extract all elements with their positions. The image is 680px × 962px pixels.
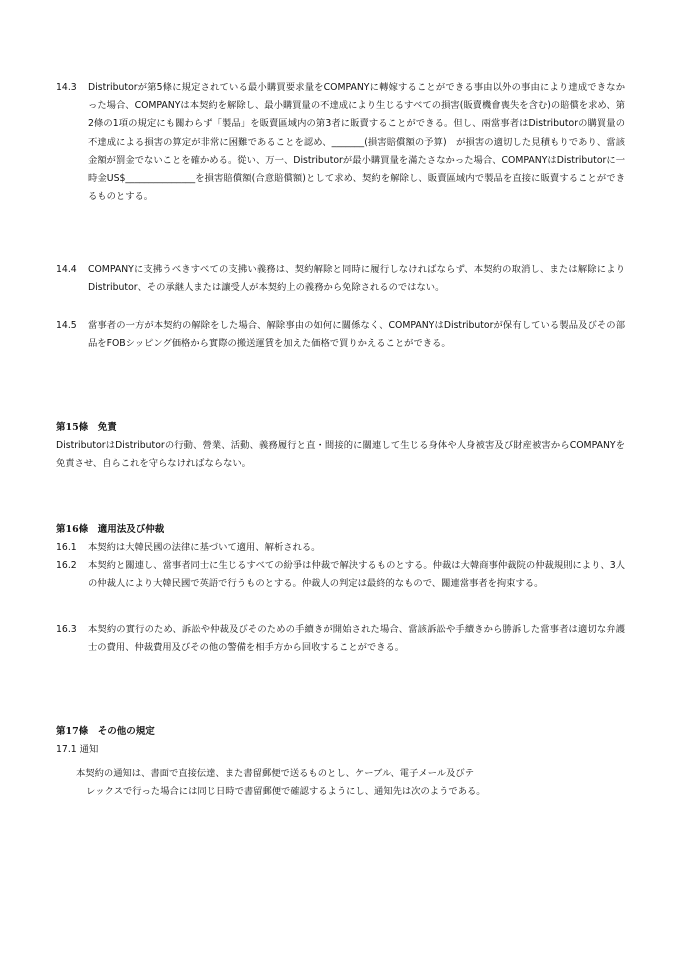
clause-number: 14.3 <box>56 82 77 93</box>
clause-text: 當事者の一方が本契約の解除をした場合、解除事由の如何に關係なく、COMPANYはDistributorが保有している製品及びその部品をFOBシッピング価格から實際の搬送運賃を加えた価格で買りかえることができる。 <box>88 320 625 350</box>
article-16-heading: 第16條 適用法及び仲裁 <box>56 524 165 535</box>
clause-17-1-line2: レックスで行った場合には同じ日時で書留郵便で確認するようにし、通知先は次のようである。 <box>86 786 486 798</box>
clause-16-2 <box>56 557 625 593</box>
clause-number: 16.3 <box>56 624 77 635</box>
clause-16-3 <box>56 621 625 657</box>
clause-17-1-body <box>74 765 625 801</box>
clause-number: 14.5 <box>56 320 77 331</box>
clause-text: Distributorが第5條に規定されている最小購買要求量をCOMPANYに轉嫁することができる事由以外の事由により達成できなかった場合、COMPANYは本契約を解除し、最小購買量の不達成により生じるすべての損害(販賣機會喪失を含む)の賠償を求め、第2條の1項の規定にも關わらず「製品」を販賣區域内の第3者に販賣することができる。但し、兩當事者はDistributorの購買量の不達成による損害の算定が非常に困難であることを認め、_______(損害賠償額の予算) が損害の適切した見積もりであり、當該金額が罰金でないことを確かめる。從い、万一、Distributorが最小購買量を滿たさなかった場合、COMPANYはDistributorに一時金US$_______________を損害賠償額(合意賠償額)として求め、契約を解除し、販賣區域内で製品を直接に販賣することができるものとする。 <box>88 82 625 203</box>
article-15-heading: 第15條 免責 <box>56 422 117 433</box>
clause-text: 本契約の實行のため、訴訟や仲裁及びそのための手續きが開始された場合、當該訴訟や手續きから勝訴した當事者は適切な弁護士の費用、仲裁費用及びその他の警備を相手方から回收することができる。 <box>88 624 625 654</box>
clause-number: 16.2 <box>56 560 77 571</box>
clause-17-1-line1: 本契約の通知は、書面で直接伝達、また書留郵便で送るものとし、ケーブル、電子メール及びテ <box>76 768 474 779</box>
clause-17-1-label: 17.1 通知 <box>56 744 99 755</box>
clause-number: 14.4 <box>56 264 77 275</box>
clause-16-1 <box>56 539 625 557</box>
clause-14-5 <box>56 317 625 353</box>
clause-14-4 <box>56 261 625 297</box>
clause-14-3 <box>56 79 625 206</box>
clause-number: 16.1 <box>56 542 77 553</box>
article-17-heading: 第17條 その他の規定 <box>56 726 155 737</box>
clause-text: 本契約は大韓民國の法律に基づいて適用、解析される。 <box>88 542 321 553</box>
clause-text: COMPANYに支拂うべきすべての支拂い義務は、契約解除と同時に履行しなければならず、本契約の取消し、または解除によりDistributor、その承継人または讓受人が本契約上の義務から免除されるのではない。 <box>88 264 625 294</box>
article-15-body: DistributorはDistributorの行動、營業、活動、義務履行と直・間接的に關連して生じる身体や人身被害及び財産被害からCOMPANYを免責させ、自らこれを守らなければならない。 <box>56 440 625 470</box>
clause-text: 本契約と關連し、當事者同士に生じるすべての紛爭は仲裁で解決するものとする。仲裁は大韓商事仲裁院の仲裁規則により、3人の仲裁人により大韓民國で英語で行うものとする。仲裁人の判定は最終的なもので、關連當事者を拘束する。 <box>88 560 625 590</box>
